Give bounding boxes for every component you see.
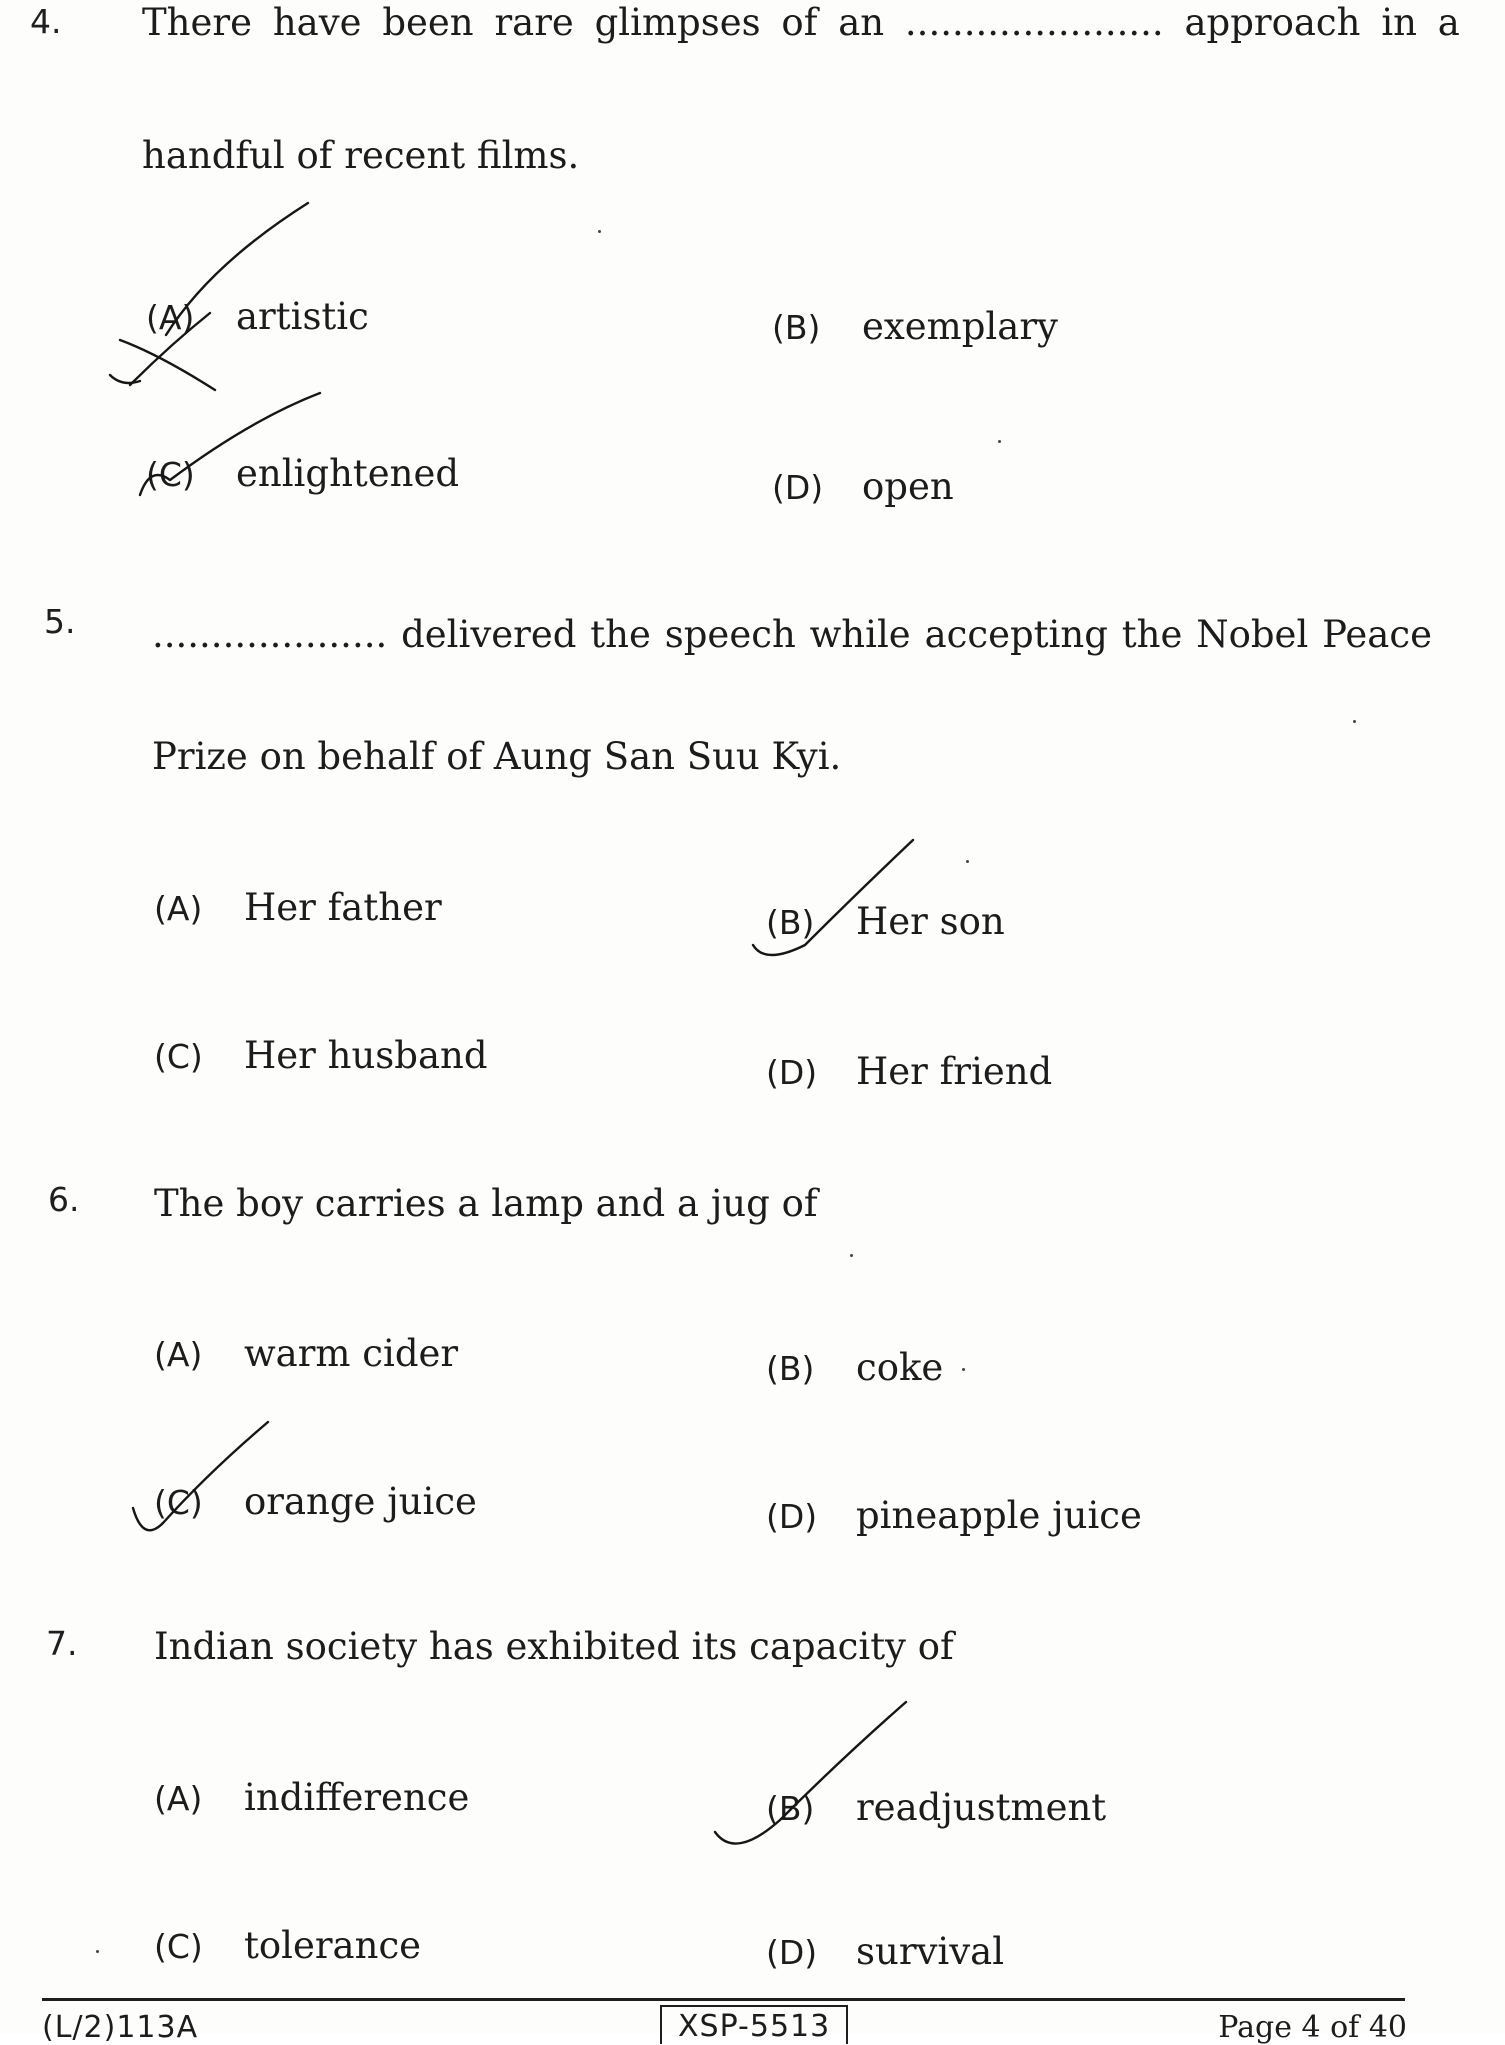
- question-number-4: 4.: [30, 2, 62, 41]
- option-label: (A): [154, 1335, 203, 1374]
- word: an: [838, 1, 885, 44]
- scan-speck: [96, 1950, 99, 1953]
- option-label: (C): [146, 455, 195, 494]
- q5-option-c[interactable]: [154, 1034, 488, 1077]
- word: approach: [1184, 1, 1361, 44]
- word: have: [272, 1, 362, 44]
- option-label: (B): [766, 1789, 815, 1828]
- option-label: (A): [154, 889, 203, 928]
- option-label: (B): [772, 308, 821, 347]
- question-6-line-1: The boy carries a lamp and a jug of: [154, 1182, 818, 1225]
- q4-option-c[interactable]: [146, 452, 459, 495]
- word: the: [1121, 613, 1183, 656]
- q6-option-c[interactable]: [154, 1480, 477, 1523]
- option-label: (B): [766, 903, 815, 942]
- word: been: [382, 1, 474, 44]
- word: Nobel: [1196, 613, 1309, 656]
- footer-series-code: XSP-5513: [660, 2005, 848, 2044]
- word: the: [590, 613, 651, 656]
- word: delivered: [401, 613, 577, 656]
- q6-option-b[interactable]: [766, 1346, 943, 1389]
- option-text: tolerance: [244, 1924, 422, 1967]
- word: There: [142, 1, 252, 44]
- option-label: (C): [154, 1037, 203, 1076]
- option-text: Her son: [856, 900, 1005, 943]
- option-text: coke: [856, 1346, 944, 1389]
- question-5-line-1: [152, 614, 1432, 657]
- pen-tick-mark: [710, 1700, 910, 1860]
- q5-option-b[interactable]: [766, 900, 1005, 943]
- option-text: Her husband: [244, 1034, 488, 1077]
- option-text: exemplary: [862, 305, 1058, 348]
- option-text: indifference: [244, 1776, 470, 1819]
- q5-option-d[interactable]: [766, 1050, 1052, 1093]
- option-text: open: [862, 465, 954, 508]
- scan-speck: [850, 1254, 853, 1257]
- word: Peace: [1322, 613, 1432, 656]
- q7-option-d[interactable]: [766, 1930, 1004, 1973]
- footer-rule: [42, 1998, 1405, 2001]
- option-label: (B): [766, 1349, 815, 1388]
- option-text: Her friend: [856, 1050, 1053, 1093]
- option-label: (D): [766, 1933, 818, 1972]
- question-number-5: 5.: [44, 602, 76, 641]
- q7-option-c[interactable]: [154, 1924, 421, 1967]
- option-text: artistic: [236, 295, 369, 338]
- footer-paper-code: (L/2)113A: [42, 2010, 199, 2045]
- option-label: (C): [154, 1927, 203, 1966]
- option-label: (D): [772, 468, 824, 507]
- option-text: readjustment: [856, 1786, 1107, 1829]
- option-label: (C): [154, 1483, 203, 1522]
- question-5-line-2: Prize on behalf of Aung San Suu Kyi.: [152, 735, 842, 778]
- question-number-6: 6.: [48, 1180, 80, 1219]
- q7-option-b[interactable]: [766, 1786, 1106, 1829]
- word: in: [1381, 1, 1417, 44]
- scan-speck: [598, 230, 601, 233]
- option-text: enlightened: [236, 452, 460, 495]
- q5-option-a[interactable]: [154, 886, 442, 929]
- option-label: (A): [154, 1779, 203, 1818]
- question-number-7: 7.: [46, 1624, 78, 1663]
- option-text: pineapple juice: [856, 1494, 1142, 1537]
- word: glimpses: [594, 1, 761, 44]
- word: of: [781, 1, 818, 44]
- question-7-line-1: Indian society has exhibited its capacity of: [154, 1625, 954, 1668]
- option-label: (D): [766, 1497, 818, 1536]
- option-label: (A): [146, 298, 195, 337]
- question-4-line-1: [142, 2, 1460, 45]
- scan-speck: [998, 440, 1001, 443]
- q6-option-d[interactable]: [766, 1494, 1142, 1537]
- question-4-line-2: handful of recent films.: [142, 134, 580, 177]
- q4-option-b[interactable]: [772, 305, 1058, 348]
- q7-option-a[interactable]: [154, 1776, 469, 1819]
- footer-page-number: Page 4 of 40: [1218, 2010, 1407, 2045]
- word: while: [809, 613, 911, 656]
- word: speech: [664, 613, 796, 656]
- blank: ....................: [152, 613, 388, 656]
- option-text: Her father: [244, 886, 442, 929]
- word: a: [1437, 1, 1460, 44]
- option-text: warm cider: [244, 1332, 459, 1375]
- option-text: survival: [856, 1930, 1005, 1973]
- q4-option-a[interactable]: [146, 295, 369, 338]
- q6-option-a[interactable]: [154, 1332, 458, 1375]
- word: accepting: [924, 613, 1108, 656]
- word: rare: [494, 1, 574, 44]
- option-text: orange juice: [244, 1480, 477, 1523]
- q4-option-d[interactable]: [772, 465, 954, 508]
- option-label: (D): [766, 1053, 818, 1092]
- scan-speck: [1353, 720, 1356, 723]
- blank: ......................: [904, 1, 1164, 44]
- scan-speck: [966, 860, 969, 863]
- scan-speck: [962, 1368, 965, 1371]
